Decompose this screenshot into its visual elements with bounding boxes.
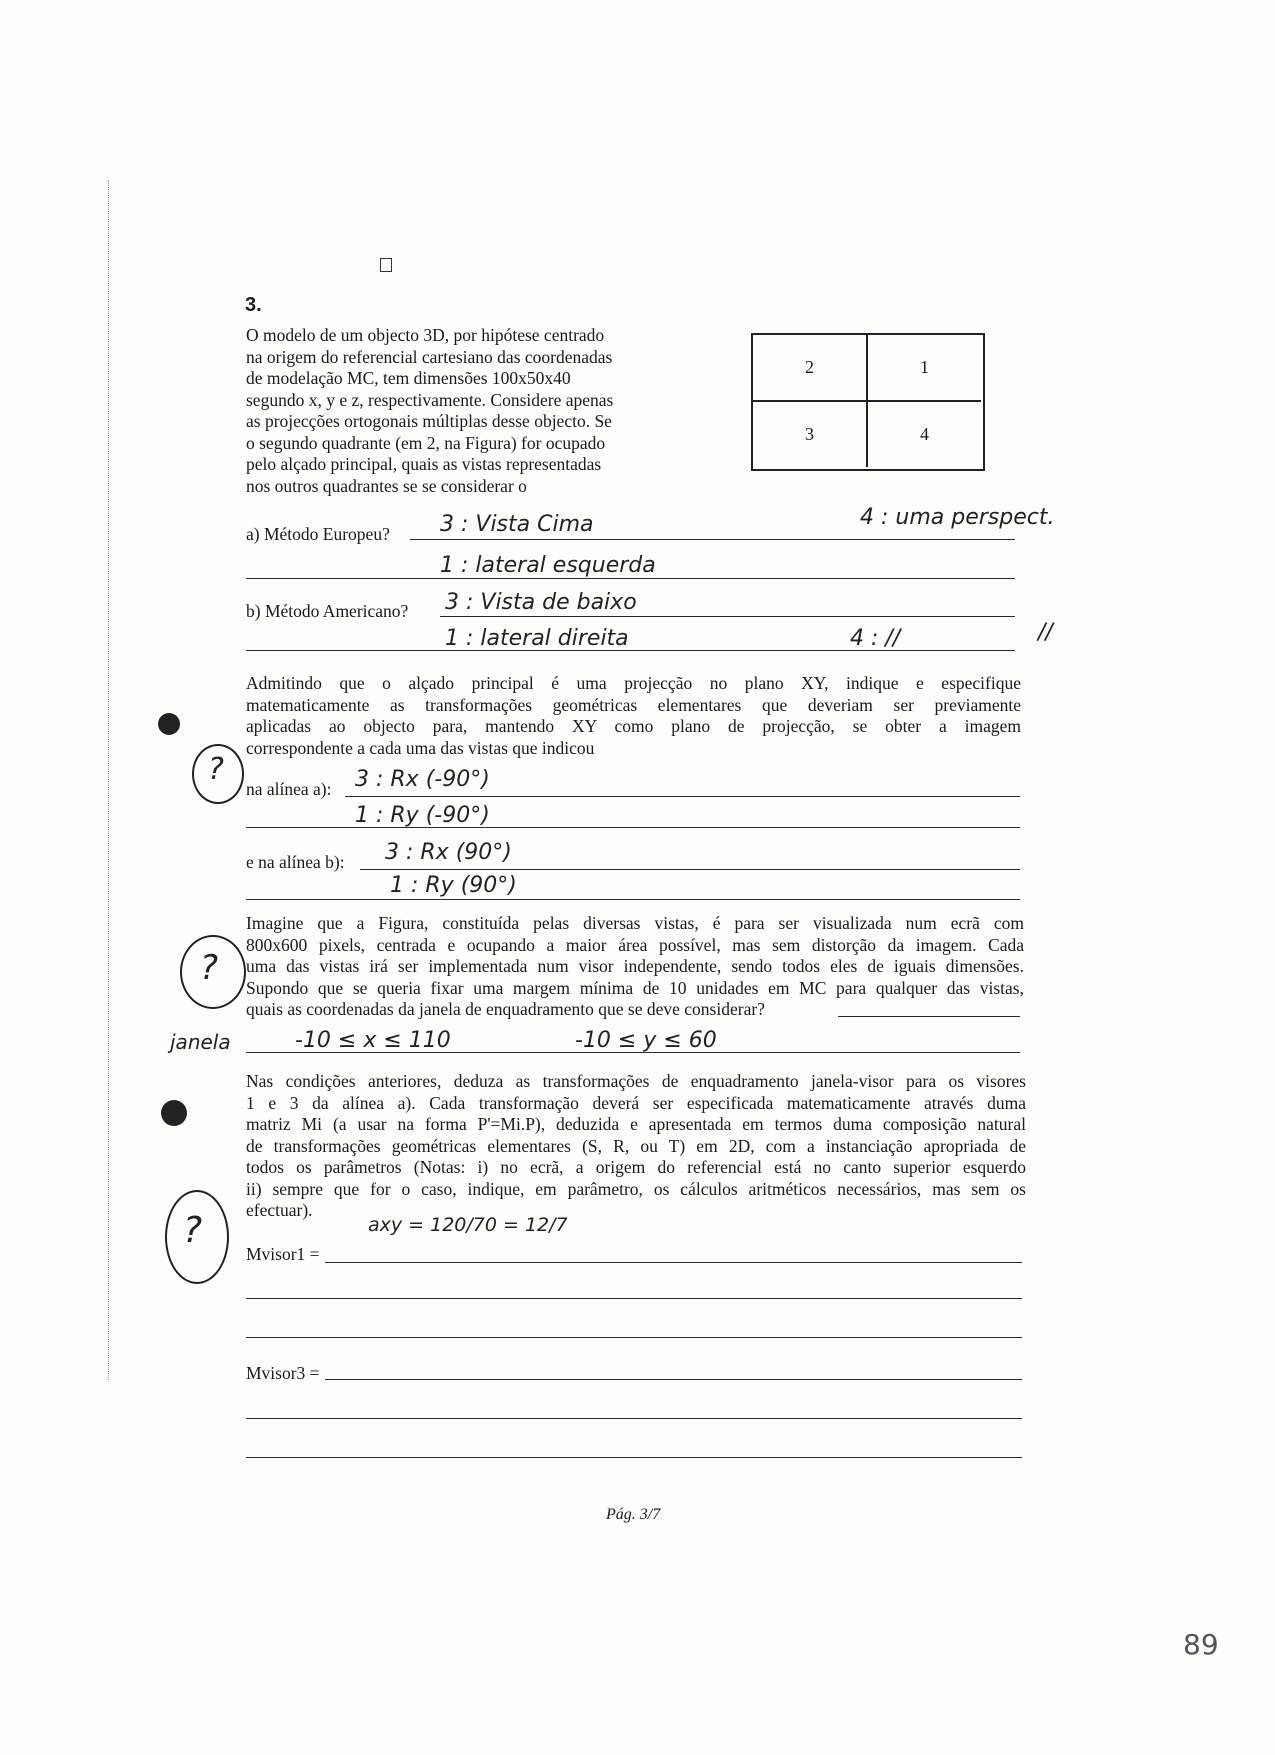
bullet-mark bbox=[161, 1100, 187, 1126]
answer-line bbox=[246, 1337, 1022, 1338]
answer-line bbox=[838, 1016, 1020, 1017]
handwritten-answer: 3 : Rx (90°) bbox=[385, 840, 512, 865]
part4-line: de transformações geométricas elementares (S, R, ou T) em 2D, com a instanciação apropriada de bbox=[246, 1135, 1026, 1156]
quadrant-3: 3 bbox=[753, 402, 868, 467]
handwritten-answer: -10 ≤ x ≤ 110 bbox=[295, 1028, 451, 1053]
m-visor1-label bbox=[246, 1244, 320, 1266]
intro-line: na origem do referencial cartesiano das coordenadas bbox=[246, 346, 613, 367]
handwritten-answer: 3 : Rx (-90°) bbox=[355, 767, 490, 792]
m-visor3-label bbox=[246, 1363, 320, 1385]
answer-line bbox=[360, 869, 1020, 870]
handwritten-answer: -10 ≤ y ≤ 60 bbox=[575, 1028, 717, 1053]
answer-line bbox=[246, 1457, 1022, 1458]
question-b-label: b) Método Americano? bbox=[246, 601, 409, 621]
part2-line: matematicamente as transformações geométricas elementares que deveriam ser previamente bbox=[246, 694, 1021, 715]
part3-line: quais as coordenadas da janela de enquadramento que se deve considerar? bbox=[246, 999, 765, 1019]
part2-text bbox=[246, 673, 1021, 759]
answer-line bbox=[440, 616, 1015, 617]
answer-line bbox=[246, 1418, 1022, 1419]
handwritten-answer: 3 : Vista Cima bbox=[440, 512, 594, 537]
handwritten-calc: axy = 120/70 = 12/7 bbox=[368, 1214, 568, 1236]
handwritten-answer: 3 : Vista de baixo bbox=[445, 590, 637, 615]
quadrant-4: 4 bbox=[920, 424, 929, 444]
scan-edge bbox=[108, 180, 115, 1380]
answer-line bbox=[246, 578, 1015, 579]
part4-line: efectuar). bbox=[246, 1200, 313, 1220]
intro-line: o segundo quadrante (em 2, na Figura) for ocupado bbox=[246, 432, 606, 453]
part4-text bbox=[246, 1071, 1026, 1222]
part4-line: ii) sempre que for o caso, indique, em parâmetro, os cálculos aritméticos necessários, mas sem os bbox=[246, 1178, 1026, 1199]
m-visor3-text: Mvisor3 = bbox=[246, 1363, 320, 1383]
part4-line: matriz Mi (a usar na forma P'=Mi.P), deduzida e apresentada em termos duma composição natural bbox=[246, 1114, 1026, 1134]
part2-line: aplicadas ao objecto para, mantendo XY como plano de projecção, se obter a imagem bbox=[246, 716, 1021, 736]
handwritten-label: janela bbox=[170, 1030, 231, 1054]
intro-line: segundo x, y e z, respectivamente. Considere apenas bbox=[246, 389, 614, 410]
answer-line bbox=[246, 1052, 1020, 1053]
part3-line: uma das vistas irá ser implementada num visor independente, sendo todos eles de iguais dimensões. bbox=[246, 956, 1024, 976]
intro-line: nos outros quadrantes se se considerar o bbox=[246, 475, 527, 496]
answer-line bbox=[325, 1262, 1022, 1263]
handwritten-answer: 1 : lateral direita bbox=[445, 626, 629, 651]
answer-line bbox=[246, 827, 1020, 828]
question-mark: ? bbox=[200, 948, 219, 988]
part3-line: 800x600 pixels, centrada e ocupando a maior área possível, mas sem distorção da imagem. Cada bbox=[246, 934, 1024, 955]
quadrant-1: 1 bbox=[868, 335, 981, 402]
question-mark: ? bbox=[208, 752, 224, 787]
intro-line: de modelação MC, tem dimensões 100x50x40 bbox=[246, 368, 571, 388]
part3-line: Imagine que a Figura, constituída pelas diversas vistas, é para ser visualizada num ecrã com bbox=[246, 913, 1024, 933]
corner-number: 89 bbox=[1183, 1628, 1219, 1661]
answer-line bbox=[410, 539, 1015, 540]
handwritten-answer: // bbox=[1038, 620, 1053, 645]
part3-text bbox=[246, 913, 1024, 1021]
handwritten-answer: 1 : Ry (90°) bbox=[390, 873, 517, 898]
handwritten-answer: 4 : // bbox=[850, 626, 901, 651]
part4-line: todos os parâmetros (Notas: i) no ecrã, a origem do referencial está no canto superior esquerdo bbox=[246, 1157, 1026, 1177]
part4-line: Nas condições anteriores, deduza as transformações de enquadramento janela-visor para os visores bbox=[246, 1071, 1026, 1091]
question-a-label: a) Método Europeu? bbox=[246, 524, 390, 544]
part3-line: Supondo que se queria fixar uma margem mínima de 10 unidades em MC para qualquer das vistas, bbox=[246, 977, 1024, 998]
page-number: Pág. 3/7 bbox=[606, 1506, 661, 1523]
na-alinea-a-label: na alínea a): bbox=[246, 779, 332, 799]
question-intro bbox=[246, 325, 656, 497]
part2-line: correspondente a cada uma das vistas que indicou bbox=[246, 737, 595, 758]
answer-line bbox=[246, 1298, 1022, 1299]
intro-line: pelo alçado principal, quais as vistas representadas bbox=[246, 454, 602, 474]
quadrant-2: 2 bbox=[753, 335, 868, 402]
intro-line: as projecções ortogonais múltiplas desse objecto. Se bbox=[246, 411, 612, 431]
answer-line bbox=[345, 796, 1020, 797]
bullet-mark bbox=[158, 713, 180, 735]
m-visor1-text: Mvisor1 = bbox=[246, 1244, 320, 1264]
part2-line: Admitindo que o alçado principal é uma projecção no plano XY, indique e especifique bbox=[246, 673, 1021, 693]
answer-line bbox=[246, 650, 1015, 651]
na-alinea-b-label: e na alínea b): bbox=[246, 852, 345, 872]
question-number: 3. bbox=[245, 294, 262, 316]
part4-line: 1 e 3 da alínea a). Cada transformação deverá ser especificada matematicamente através duma bbox=[246, 1092, 1026, 1113]
scan-mark bbox=[380, 258, 392, 272]
answer-line bbox=[325, 1379, 1022, 1380]
question-mark: ? bbox=[183, 1210, 203, 1251]
intro-line: O modelo de um objecto 3D, por hipótese centrado bbox=[246, 325, 605, 345]
handwritten-answer: 1 : Ry (-90°) bbox=[355, 803, 490, 828]
quadrant-figure bbox=[751, 333, 985, 471]
answer-line bbox=[246, 899, 1020, 900]
handwritten-answer: 1 : lateral esquerda bbox=[440, 553, 656, 578]
handwritten-answer: 4 : uma perspect. bbox=[860, 505, 1055, 530]
